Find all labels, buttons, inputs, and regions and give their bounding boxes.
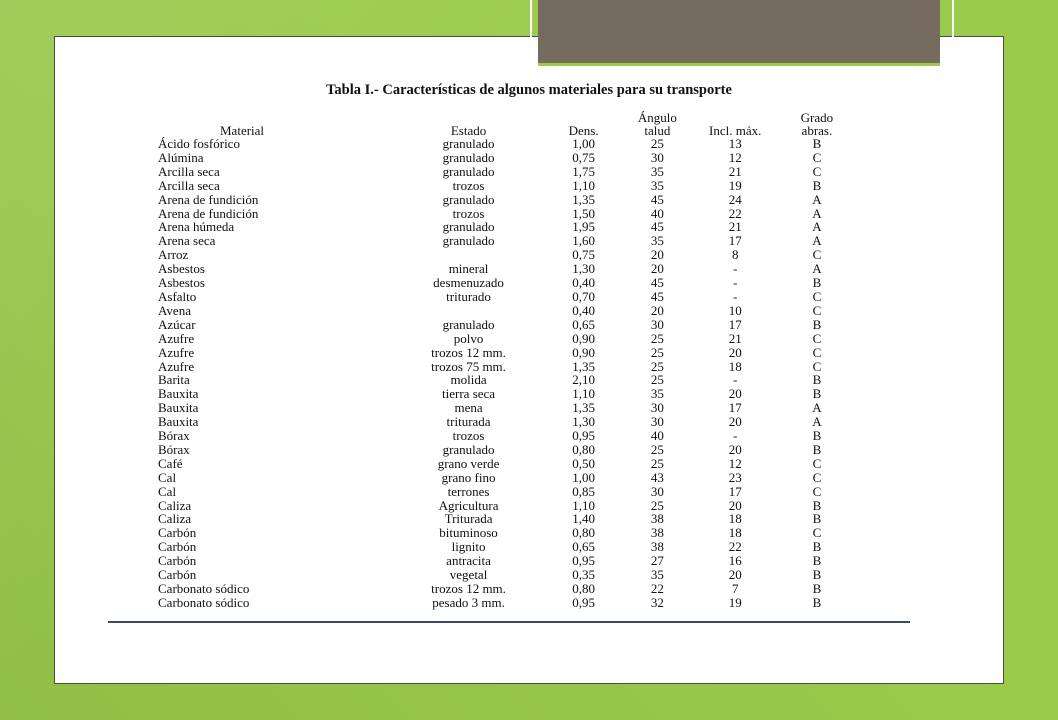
cell-grado: A (812, 219, 822, 235)
cell-incl: 20 (728, 414, 742, 430)
table-header-row (158, 110, 858, 137)
cell-grado: B (812, 581, 822, 596)
cell-grado: C (812, 469, 822, 485)
cell-dens: 0,95 (572, 553, 595, 569)
cell-estado: grano verde (437, 455, 500, 471)
cell-grado: B (812, 567, 822, 583)
cell-incl: 21 (728, 330, 742, 346)
cell-material: Carbón (158, 539, 197, 555)
cell-dens: 1,10 (572, 177, 595, 193)
cell-angulo: 25 (650, 372, 664, 388)
cell-estado: tierra seca (442, 386, 496, 402)
cell-dens: 1,10 (572, 497, 595, 513)
table-row (158, 512, 858, 526)
table-row (158, 457, 858, 471)
cell-estado: polvo (453, 330, 484, 346)
cell-material: Arena húmeda (158, 219, 235, 235)
cell-grado: B (812, 316, 822, 332)
cell-dens: 0,80 (572, 441, 595, 457)
cell-estado: granulado (442, 233, 495, 249)
cell-estado: trozos (452, 177, 485, 193)
cell-incl: 21 (728, 219, 742, 235)
cell-angulo: 45 (650, 191, 664, 207)
cell-incl: 20 (728, 344, 742, 360)
cell-grado: B (812, 428, 822, 444)
cell-dens: 1,35 (572, 358, 595, 374)
cell-incl: 20 (728, 386, 742, 402)
cell-angulo: 35 (650, 163, 664, 179)
header-angulo-line1: Ángulo (637, 110, 677, 125)
materials-table (158, 110, 858, 610)
cell-material: Arroz (158, 247, 189, 263)
cell-incl: 17 (728, 233, 742, 249)
table-row (158, 526, 858, 540)
cell-material: Barita (158, 372, 190, 388)
cell-angulo: 38 (650, 525, 664, 541)
cell-angulo: 25 (650, 441, 664, 457)
cell-incl: 19 (728, 177, 742, 193)
cell-grado: B (812, 372, 822, 388)
cell-material: Bórax (158, 441, 190, 457)
cell-estado: grano fino (441, 469, 496, 485)
cell-estado: Agricultura (438, 497, 499, 513)
cell-estado: granulado (442, 149, 495, 165)
cell-incl: 18 (728, 358, 742, 374)
cell-angulo: 25 (650, 497, 664, 513)
cell-dens: 0,40 (572, 302, 595, 318)
cell-angulo: 43 (650, 469, 664, 485)
cell-incl: 22 (728, 539, 742, 555)
table-row (158, 290, 858, 304)
cell-dens: 0,75 (572, 149, 595, 165)
table-row (158, 220, 858, 234)
cell-material: Asfalto (158, 288, 197, 304)
table-row (158, 318, 858, 332)
cell-material: Bauxita (158, 400, 199, 416)
cell-grado: C (812, 163, 822, 179)
cell-material: Caliza (158, 497, 192, 513)
cell-estado: granulado (442, 191, 495, 207)
cell-dens: 0,50 (572, 455, 595, 471)
cell-angulo: 25 (650, 136, 664, 151)
cell-angulo: 45 (650, 288, 664, 304)
table-row (158, 568, 858, 582)
cell-angulo: 27 (650, 553, 664, 569)
table-row (158, 596, 858, 610)
table-row (158, 485, 858, 499)
cell-grado: C (812, 288, 822, 304)
cell-estado: granulado (442, 219, 495, 235)
cell-estado: granulado (442, 316, 495, 332)
cell-material: Caliza (158, 511, 192, 527)
table-row (158, 193, 858, 207)
cell-incl: 7 (731, 581, 739, 596)
header-grado-line1: Grado (800, 110, 834, 125)
cell-estado: trozos 75 mm. (431, 358, 506, 374)
cell-incl: 23 (728, 469, 742, 485)
header-material: Material (220, 123, 265, 138)
cell-dens: 0,70 (572, 288, 595, 304)
cell-incl: 17 (728, 400, 742, 416)
cell-material: Carbón (158, 567, 197, 583)
cell-dens: 0,80 (572, 581, 595, 596)
cell-angulo: 30 (650, 483, 664, 499)
cell-angulo: 30 (650, 414, 664, 430)
cell-angulo: 30 (650, 400, 664, 416)
cell-dens: 0,40 (572, 275, 595, 291)
cell-incl: - (733, 275, 738, 291)
cell-angulo: 20 (650, 302, 664, 318)
cell-dens: 1,10 (572, 386, 595, 402)
table-row (158, 234, 858, 248)
cell-angulo: 45 (650, 219, 664, 235)
cell-material: Cal (158, 483, 177, 499)
header-grado-line2: abras. (801, 123, 833, 138)
cell-incl: 24 (728, 191, 742, 207)
header-incl: Incl. máx. (709, 123, 762, 138)
table-body (158, 137, 858, 610)
cell-angulo: 35 (650, 567, 664, 583)
table-cutoff-rule (108, 621, 910, 623)
cell-dens: 1,00 (572, 469, 595, 485)
cell-grado: A (812, 233, 822, 249)
cell-estado: mineral (448, 261, 489, 277)
header-angulo-line2: talud (644, 123, 671, 138)
cell-incl: 17 (728, 316, 742, 332)
cell-estado: terrones (447, 483, 490, 499)
cell-angulo: 25 (650, 330, 664, 346)
cell-angulo: 40 (650, 205, 664, 221)
cell-dens: 1,60 (572, 233, 595, 249)
cell-angulo: 30 (650, 316, 664, 332)
cell-grado: B (812, 594, 822, 610)
cell-material: Arena de fundición (158, 191, 259, 207)
table-row (158, 387, 858, 401)
cell-material: Azufre (158, 344, 195, 360)
table-row (158, 443, 858, 457)
cell-angulo: 35 (650, 386, 664, 402)
cell-angulo: 22 (650, 581, 664, 596)
cell-material: Azúcar (158, 316, 196, 332)
cell-estado: granulado (442, 163, 495, 179)
cell-grado: B (812, 386, 822, 402)
cell-incl: 13 (728, 136, 742, 151)
cell-incl: 10 (728, 302, 742, 318)
cell-grado: A (812, 205, 822, 221)
table-row (158, 415, 858, 429)
cell-material: Arena seca (158, 233, 216, 249)
table-row (158, 401, 858, 415)
cell-dens: 1,75 (572, 163, 595, 179)
cell-incl: - (733, 428, 738, 444)
cell-estado: mena (454, 400, 483, 416)
cell-grado: B (812, 511, 822, 527)
cell-angulo: 38 (650, 511, 664, 527)
cell-material: Azufre (158, 330, 195, 346)
cell-material: Ácido fosfórico (158, 136, 240, 151)
cell-incl: - (733, 261, 738, 277)
cell-incl: 21 (728, 163, 742, 179)
header-grado (776, 110, 858, 137)
cell-material: Alúmina (158, 149, 204, 165)
cell-angulo: 35 (650, 233, 664, 249)
cell-angulo: 20 (650, 261, 664, 277)
cell-incl: 18 (728, 525, 742, 541)
table-row (158, 165, 858, 179)
table-row (158, 276, 858, 290)
cell-incl: 12 (728, 455, 742, 471)
cell-dens: 1,95 (572, 219, 595, 235)
header-dens: Dens. (568, 123, 599, 138)
cell-estado: granulado (442, 441, 495, 457)
cell-grado: B (812, 136, 822, 151)
header-estado: Estado (450, 123, 487, 138)
cell-angulo: 40 (650, 428, 664, 444)
cell-material: Avena (158, 302, 191, 318)
cell-grado: B (812, 441, 822, 457)
cell-grado: C (812, 483, 822, 499)
cell-estado: triturada (446, 414, 491, 430)
cell-material: Arcilla seca (158, 163, 220, 179)
cell-material: Carbón (158, 525, 197, 541)
table-row (158, 151, 858, 165)
cell-dens: 1,40 (572, 511, 595, 527)
cell-material: Arcilla seca (158, 177, 220, 193)
cell-incl: 18 (728, 511, 742, 527)
cell-grado: C (812, 344, 822, 360)
cell-material: Asbestos (158, 261, 205, 277)
table-row (158, 346, 858, 360)
cell-angulo: 25 (650, 455, 664, 471)
cell-dens: 0,65 (572, 539, 595, 555)
cell-grado: C (812, 358, 822, 374)
cell-estado: bituminoso (439, 525, 498, 541)
cell-dens: 0,90 (572, 344, 595, 360)
cell-angulo: 38 (650, 539, 664, 555)
cell-incl: 20 (728, 441, 742, 457)
cell-grado: B (812, 497, 822, 513)
table-row (158, 373, 858, 387)
cell-estado (390, 304, 547, 318)
cell-dens: 1,30 (572, 414, 595, 430)
cell-dens: 0,75 (572, 247, 595, 263)
cell-grado: A (812, 400, 822, 416)
cell-angulo: 30 (650, 149, 664, 165)
cell-estado: molida (450, 372, 487, 388)
cell-estado: vegetal (449, 567, 488, 583)
cell-grado: C (812, 330, 822, 346)
cell-material: Cal (158, 469, 177, 485)
cell-material: Carbón (158, 553, 197, 569)
cell-incl: - (733, 372, 738, 388)
cell-grado: C (812, 149, 822, 165)
cell-grado: A (812, 414, 822, 430)
cell-dens: 1,30 (572, 261, 595, 277)
cell-grado: B (812, 539, 822, 555)
cell-estado: granulado (442, 136, 495, 151)
cell-dens: 2,10 (572, 372, 595, 388)
cell-material: Azufre (158, 358, 195, 374)
cell-incl: - (733, 288, 738, 304)
table-row (158, 207, 858, 221)
cell-incl: 20 (728, 497, 742, 513)
cell-grado: C (812, 247, 822, 263)
cell-angulo: 20 (650, 247, 664, 263)
cell-material: Bauxita (158, 414, 199, 430)
cell-estado: trozos (452, 205, 485, 221)
table-row (158, 471, 858, 485)
cell-dens: 1,00 (572, 136, 595, 151)
cell-angulo: 25 (650, 344, 664, 360)
cell-estado: trozos 12 mm. (431, 344, 506, 360)
cell-estado: lignito (451, 539, 486, 555)
cell-grado: A (812, 261, 822, 277)
cell-dens: 0,95 (572, 428, 595, 444)
cell-estado: pesado 3 mm. (432, 594, 505, 610)
cell-material: Arena de fundición (158, 205, 259, 221)
cell-dens: 1,35 (572, 191, 595, 207)
cell-incl: 12 (728, 149, 742, 165)
cell-material: Bórax (158, 428, 190, 444)
cell-dens: 0,85 (572, 483, 595, 499)
cell-estado: desmenuzado (433, 275, 504, 291)
cell-material: Carbonato sódico (158, 581, 250, 596)
cell-grado: C (812, 302, 822, 318)
table-row (158, 540, 858, 554)
table-row (158, 137, 858, 151)
cell-dens: 0,80 (572, 525, 595, 541)
cell-dens: 0,35 (572, 567, 595, 583)
cell-estado: triturado (446, 288, 491, 304)
table-row (158, 248, 858, 262)
table-row (158, 332, 858, 346)
table-row (158, 499, 858, 513)
cell-estado: antracita (446, 553, 491, 569)
cell-angulo: 35 (650, 177, 664, 193)
table-row (158, 179, 858, 193)
table-title: Tabla I.- Características de algunos materiales para su transporte (326, 82, 732, 98)
cell-estado (390, 248, 547, 262)
cell-grado: C (812, 525, 822, 541)
cell-grado: B (812, 275, 822, 291)
cell-grado: B (812, 177, 822, 193)
header-angulo (620, 110, 694, 137)
cell-estado: Triturada (444, 511, 493, 527)
cell-angulo: 45 (650, 275, 664, 291)
cell-angulo: 25 (650, 358, 664, 374)
cell-material: Bauxita (158, 386, 199, 402)
cell-material: Café (158, 455, 183, 471)
cell-dens: 0,95 (572, 594, 595, 610)
table-row (158, 262, 858, 276)
cell-material: Asbestos (158, 275, 205, 291)
cell-incl: 16 (728, 553, 742, 569)
table-row (158, 429, 858, 443)
cell-dens: 1,50 (572, 205, 595, 221)
cell-angulo: 32 (650, 594, 664, 610)
cell-grado: C (812, 455, 822, 471)
cell-grado: A (812, 191, 822, 207)
cell-incl: 22 (728, 205, 742, 221)
cell-incl: 20 (728, 567, 742, 583)
table-row (158, 360, 858, 374)
cell-grado: B (812, 553, 822, 569)
table-row (158, 304, 858, 318)
cell-estado: trozos (452, 428, 485, 444)
cell-dens: 0,90 (572, 330, 595, 346)
cell-incl: 19 (728, 594, 742, 610)
cell-incl: 17 (728, 483, 742, 499)
cell-material: Carbonato sódico (158, 594, 250, 610)
cell-estado: trozos 12 mm. (431, 581, 506, 596)
table-row (158, 554, 858, 568)
cell-incl: 8 (731, 247, 739, 263)
table-row (158, 582, 858, 596)
cell-dens: 1,35 (572, 400, 595, 416)
cell-dens: 0,65 (572, 316, 595, 332)
